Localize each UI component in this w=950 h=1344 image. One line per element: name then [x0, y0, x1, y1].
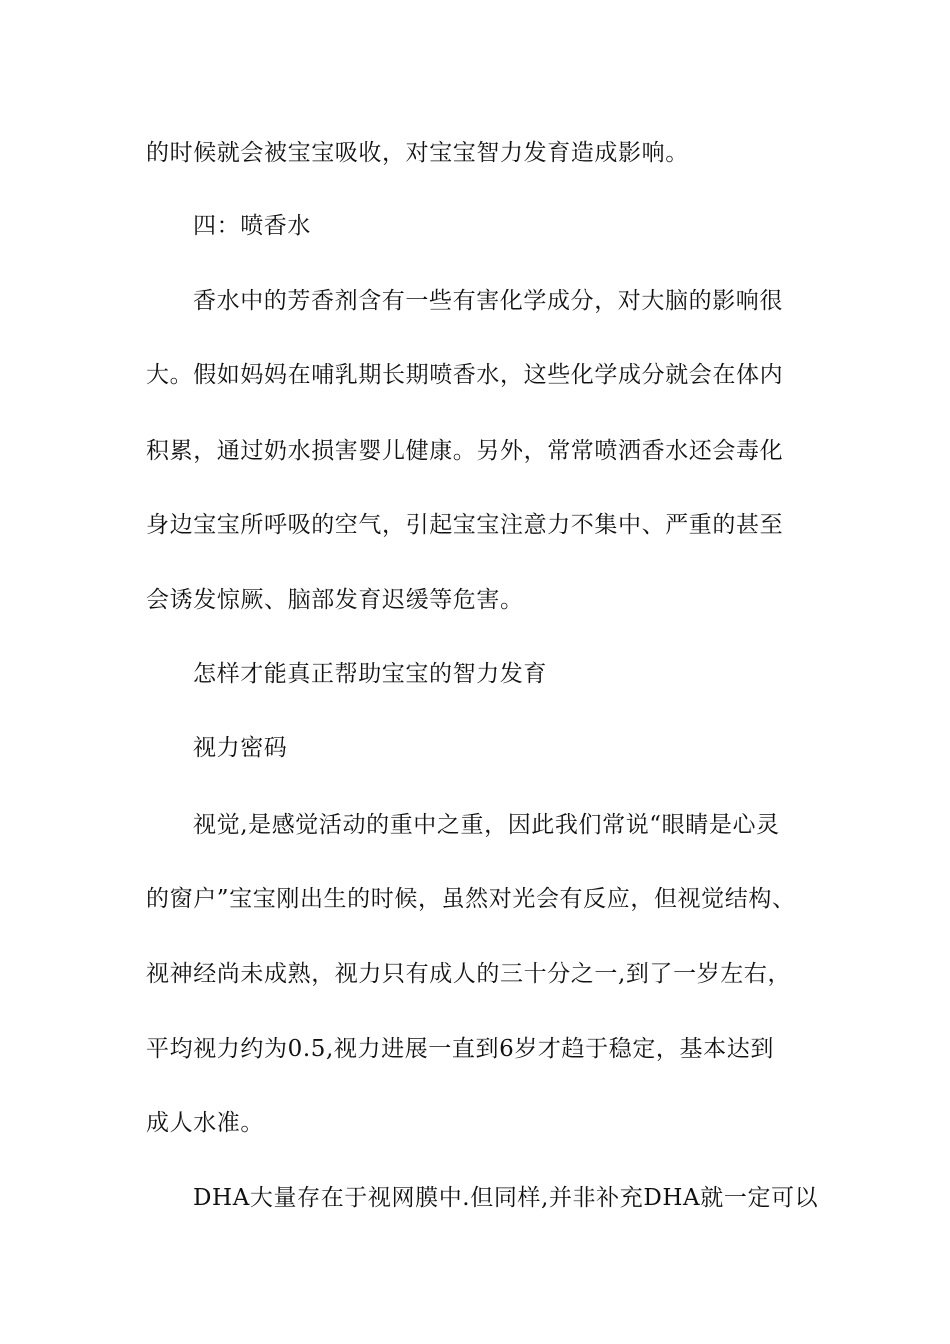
section-heading: 视力密码 — [193, 735, 288, 761]
paragraph-line: 积累，通过奶水损害婴儿健康。另外，常常喷洒香水还会毒化 — [146, 438, 784, 464]
paragraph-line: 视神经尚未成熟，视力只有成人的三十分之一,到了一岁左右， — [146, 961, 792, 987]
paragraph-line: 的时候就会被宝宝吸收，对宝宝智力发育造成影响。 — [146, 140, 689, 166]
paragraph-line: 会诱发惊厥、脑部发育迟缓等危害。 — [146, 587, 524, 613]
paragraph-line: 香水中的芳香剂含有一些有害化学成分，对大脑的影响很 — [193, 288, 783, 314]
section-heading: 四：喷香水 — [193, 213, 311, 239]
section-heading: 怎样才能真正帮助宝宝的智力发育 — [193, 661, 547, 687]
paragraph-line: 的窗户”宝宝刚出生的时候，虽然对光会有反应，但视觉结构、 — [146, 886, 796, 912]
paragraph-line: 身边宝宝所呼吸的空气，引起宝宝注意力不集中、严重的甚至 — [146, 512, 784, 538]
paragraph-line: DHA大量存在于视网膜中.但同样,并非补充DHA就一定可以 — [193, 1185, 819, 1211]
paragraph-line: 平均视力约为0.5,视力进展一直到6岁才趋于稳定，基本达到 — [146, 1036, 774, 1062]
paragraph-line: 成人水准。 — [146, 1110, 264, 1136]
paragraph-line: 大。假如妈妈在哺乳期长期喷香水，这些化学成分就会在体内 — [146, 362, 784, 388]
paragraph-line: 视觉,是感觉活动的重中之重，因此我们常说“眼睛是心灵 — [193, 812, 780, 838]
